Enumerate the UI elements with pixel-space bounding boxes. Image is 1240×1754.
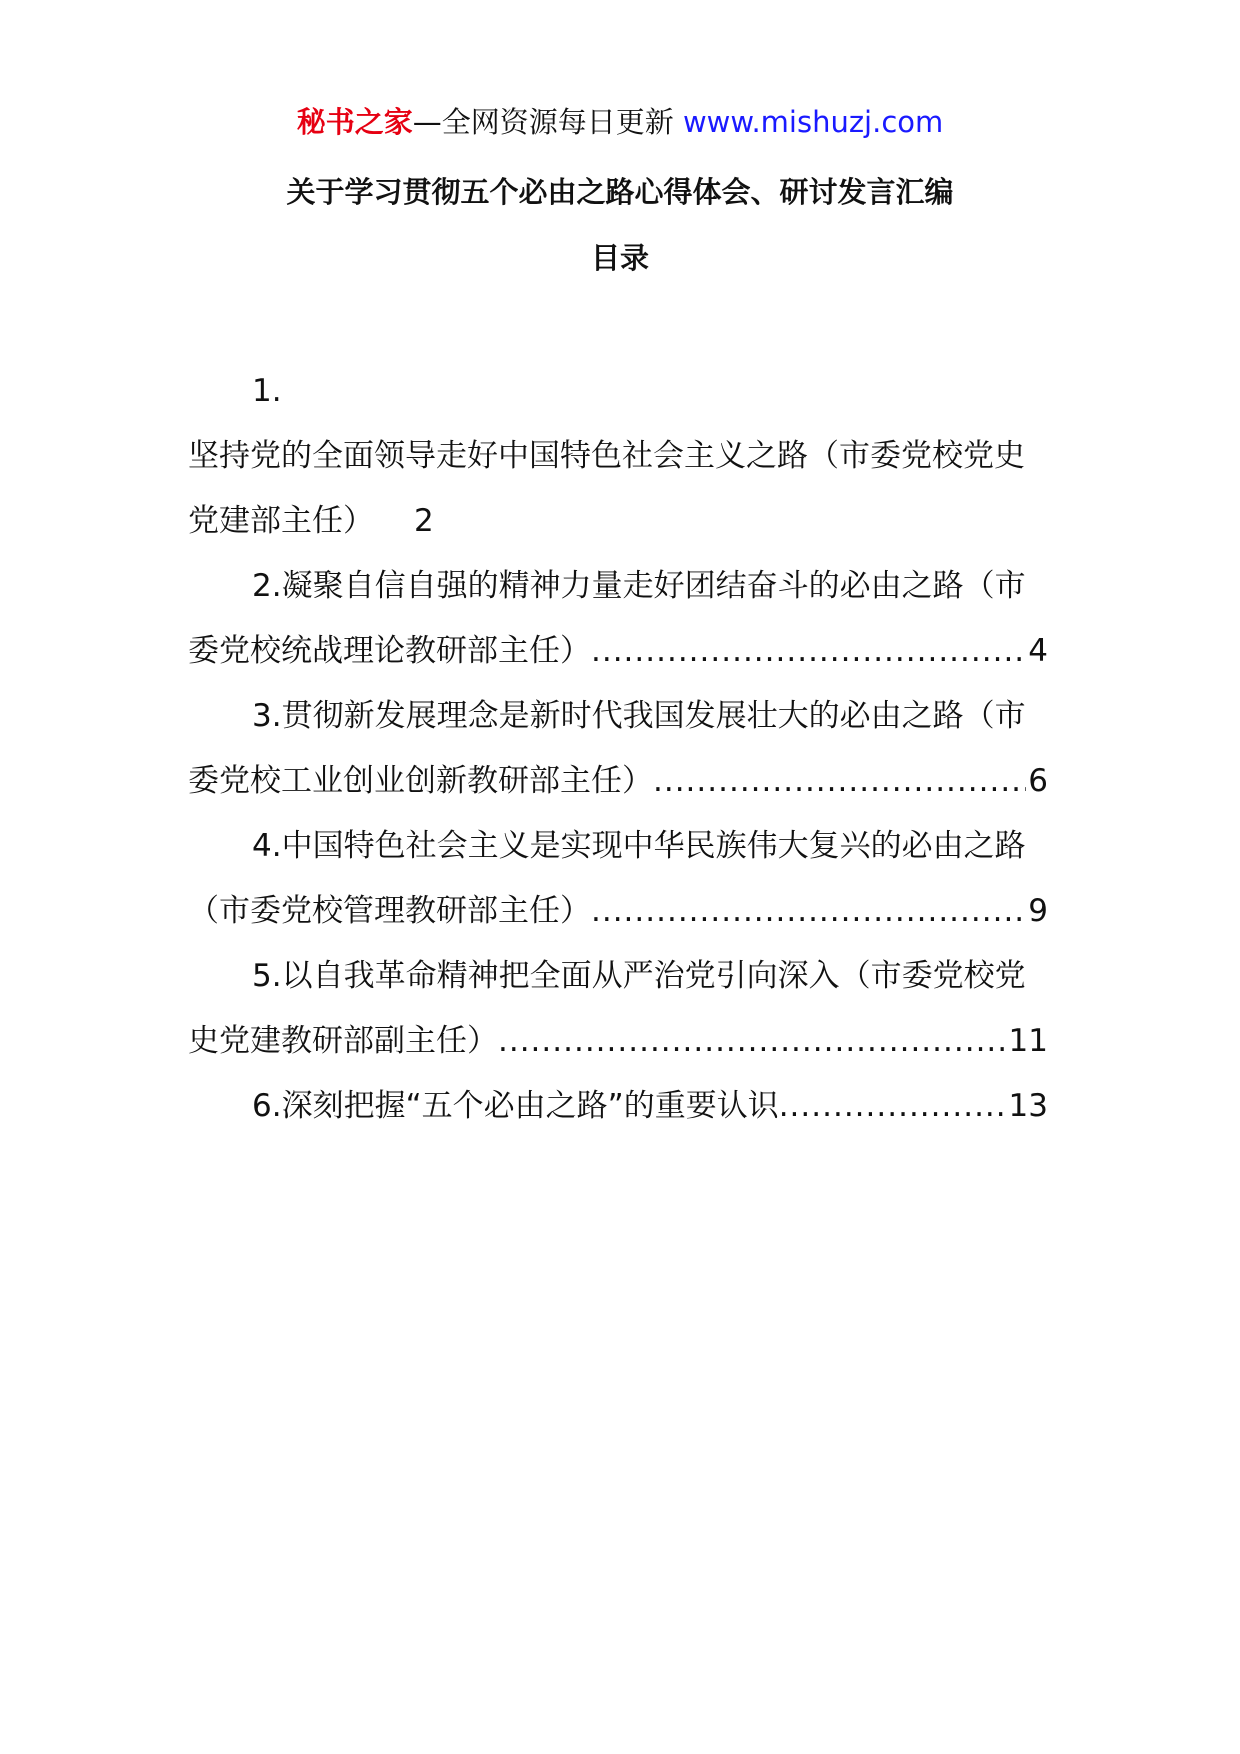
dot-leader [779,1074,1007,1139]
brand-name: 秘书之家 [296,105,413,139]
dot-leader [591,619,1026,684]
toc-page-number: 9 [1028,893,1048,929]
toc-entry-title: 4.中国特色社会主义是实现中华民族伟大复兴的必由之路 [252,828,1026,864]
dot-leader [498,1009,1007,1074]
toc-entry-6[interactable] [188,1074,1048,1139]
toc-entry-4-tail[interactable] [188,879,1048,944]
toc-entry-5[interactable] [188,944,1048,1009]
toc-entry-2[interactable] [188,554,1048,619]
toc-entry-title-cont: 史党建教研部副主任） [188,1023,498,1059]
toc-entry-number: 1. [252,373,282,409]
toc-entry-title: 3.贯彻新发展理念是新时代我国发展壮大的必由之路（市 [252,698,1026,734]
toc-entry-3-tail[interactable] [188,749,1048,814]
toc-entry-1-tail[interactable] [188,489,1048,554]
toc-page-number: 2 [414,503,434,539]
page-header [0,100,1240,144]
toc-entry-4[interactable] [188,814,1048,879]
toc-entry-5-tail[interactable] [188,1009,1048,1074]
toc-page-number: 4 [1028,633,1048,669]
toc-heading: 目录 [590,241,649,275]
toc-page-number: 13 [1008,1088,1048,1124]
toc-entry-title-cont: 委党校统战理论教研部主任） [188,633,591,669]
toc-entry-title: 5.以自我革命精神把全面从严治党引向深入（市委党校党 [252,958,1026,994]
dot-leader [591,879,1026,944]
toc-entry-title-cont: 党建部主任） [188,503,374,539]
toc-entry-1-title[interactable] [188,424,1048,489]
toc-entry-title: 2.凝聚自信自强的精神力量走好团结奋斗的必由之路（市 [252,568,1026,604]
toc-page-number: 11 [1008,1023,1048,1059]
toc-entry-title-cont: 委党校工业创业创新教研部主任） [188,763,653,799]
dot-leader [653,749,1026,814]
toc-page-number: 6 [1028,763,1048,799]
site-link[interactable]: www.mishuzj.com [682,105,944,139]
toc-entry-2-tail[interactable] [188,619,1048,684]
header-tagline: —全网资源每日更新 [412,105,674,139]
toc-entry-title: 坚持党的全面领导走好中国特色社会主义之路（市委党校党史 [188,438,1025,474]
toc-entry-3[interactable] [188,684,1048,749]
toc-entry-title-cont: （市委党校管理教研部主任） [188,893,591,929]
toc-entry-title: 6.深刻把握“五个必由之路”的重要认识 [252,1088,779,1124]
table-of-contents [188,359,1048,1139]
toc-entry-1[interactable] [188,359,1048,424]
document-title: 关于学习贯彻五个必由之路心得体会、研讨发言汇编 [286,175,954,209]
